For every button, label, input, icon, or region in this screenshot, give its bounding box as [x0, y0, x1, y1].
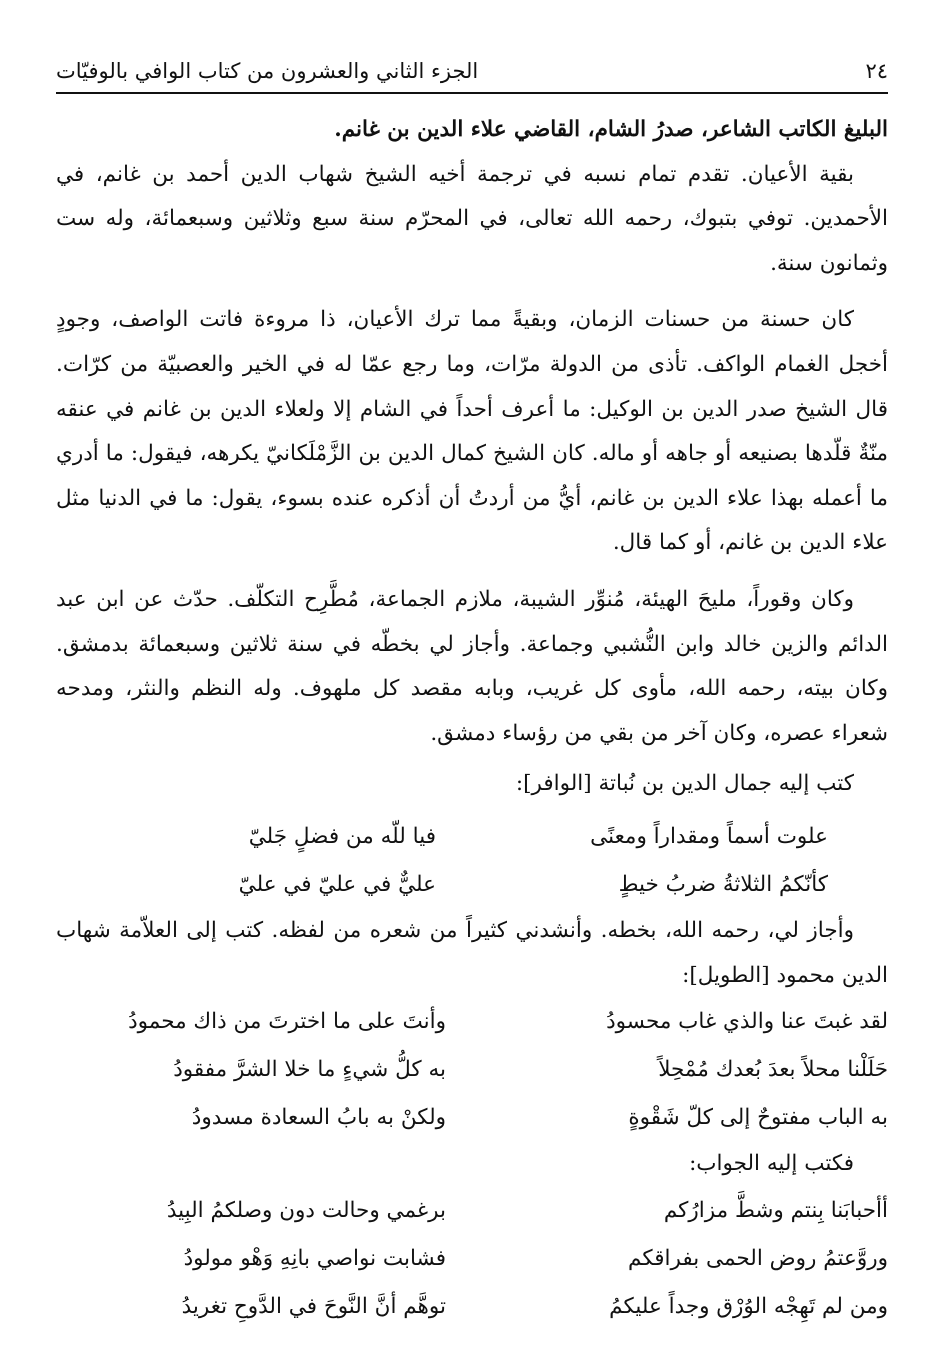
poem-verse [56, 1094, 888, 1142]
poem-verse [56, 998, 888, 1046]
verse-first-hemistich: لقد غبتَ عنا والذي غاب محسودُ [606, 1009, 888, 1035]
header-divider [56, 92, 888, 94]
poem-verse [56, 1046, 888, 1094]
verse-second-hemistich: وأنتَ على ما اخترتَ من ذاك محمودُ [128, 1009, 446, 1035]
biography-title: البليغ الكاتب الشاعر، صدرُ الشام، القاضي علاء الدين بن غانم. [334, 117, 888, 142]
verse-second-hemistich: فيا للّه من فضلٍ جَليّ [248, 823, 436, 849]
poem-tawil [56, 998, 888, 1142]
paragraph: وكان وقوراً، مليحَ الهيئة، مُنوِّر الشيبة، ملازم الجماعة، مُطَّرِح التكلّف. حدّث عن ابن عبد الدائم والزين خالد وابن النُّشبي وجماعة. وأجاز لي بخطّه في سنة ثلاثين وسبعمائة بدمشق. وكان بيته، رحمه الله، مأوى كل غريب، وبابه مقصد كل ملهوف. وله النظم والنثر، ومدحه شعراء عصره، وكان آخر من بقي من رؤساء دمشق. [56, 586, 888, 746]
poem-verse [56, 1283, 888, 1331]
page-header [56, 52, 888, 90]
verse-second-hemistich: توهَّم أنَّ النَّوحَ في الدَّوحِ تغريدُ [181, 1293, 446, 1319]
verse-first-hemistich: ومن لم تَهِجْه الوُرْق وجداً عليكمُ [609, 1293, 888, 1319]
poem-reply [56, 1187, 888, 1331]
paragraph: كان حسنة من حسنات الزمان، وبقيةً مما ترك الأعيان، ذا مروءة فاتت الواصف، وجودٍ أخجل الغمام الواكف. تأذى من الدولة مرّات، وما رجع عمّا له في الخير والعصبيّة من كرّات. قال الشيخ صدر الدين بن الوكيل: ما أعرف أحداً في الشام إلا ولعلاء الدين بن غانم في عنقه منّةٌ قلّدها بصنيعه أو جاهه أو ماله. كان الشيخ كمال الدين بن الزَّمْلَكانيّ يكرهه، فيقول: ما أدري ما أعمله بهذا علاء الدين بن غانم، أيُّ من أردتُ أن أذكره عنده بسوء، يقول: ما في الدنيا مثل علاء الدين بن غانم، أو كما قال. [56, 307, 888, 556]
poem-verse [56, 1187, 888, 1235]
paragraph: بقية الأعيان. تقدم تمام نسبه في ترجمة أخيه الشيخ شهاب الدين أحمد بن غانم، في الأحمدين. توفي بتبوك، رحمه الله تعالى، في المحرّم سنة سبع وثلاثين وسبعمائة، وله ست وثمانون سنة. [56, 161, 888, 276]
page-body [56, 108, 888, 1331]
poem-wafir [56, 813, 888, 909]
poem-intro: كتب إليه جمال الدين بن نُباتة [الوافر]: [515, 771, 854, 797]
running-title: الجزء الثاني والعشرون من كتاب الوافي بالوفيّات [56, 59, 479, 83]
verse-second-hemistich: عليٌّ في عليّ في عليّ [238, 871, 436, 897]
verse-first-hemistich: حَلَلْنا محلاً بعدَ بُعدك مُمْحِلاً [658, 1057, 888, 1083]
verse-second-hemistich: برغمي وحالت دون وصلكمُ البِيدُ [166, 1197, 446, 1223]
verse-second-hemistich: فشابت نواصي بانِهِ وَهْو مولودُ [183, 1245, 446, 1271]
verse-second-hemistich: ولكنْ به بابُ السعادة مسدودُ [191, 1105, 446, 1131]
verse-first-hemistich: به الباب مفتوحٌ إلى كلّ شَقْوةٍ [628, 1105, 888, 1131]
paragraph: وأجاز لي، رحمه الله، بخطه. وأنشدني كثيراً من شعره من لفظه. كتب إلى العلاّمة شهاب الدين محمود [الطويل]: [56, 917, 888, 988]
verse-second-hemistich: به كلُّ شيءٍ ما خلا الشرَّ مفقودُ [173, 1057, 446, 1083]
verse-first-hemistich: كأنّكمُ الثلاثةُ ضربُ خيطٍ [618, 871, 828, 897]
verse-first-hemistich: أأحبابَنا بِنتم وشطَّ مزارُكم [663, 1197, 888, 1223]
verse-first-hemistich: وروَّعتمُ روض الحمى بفراقكم [628, 1245, 888, 1271]
page-number: ٢٤ [865, 59, 888, 83]
poem-verse [56, 1235, 888, 1283]
poem-verse [56, 813, 888, 861]
verse-first-hemistich: علوت أسماً ومقداراً ومعنًى [590, 823, 828, 849]
book-page [56, 0, 888, 1371]
reply-intro: فكتب إليه الجواب: [689, 1151, 854, 1177]
poem-verse [56, 861, 888, 909]
